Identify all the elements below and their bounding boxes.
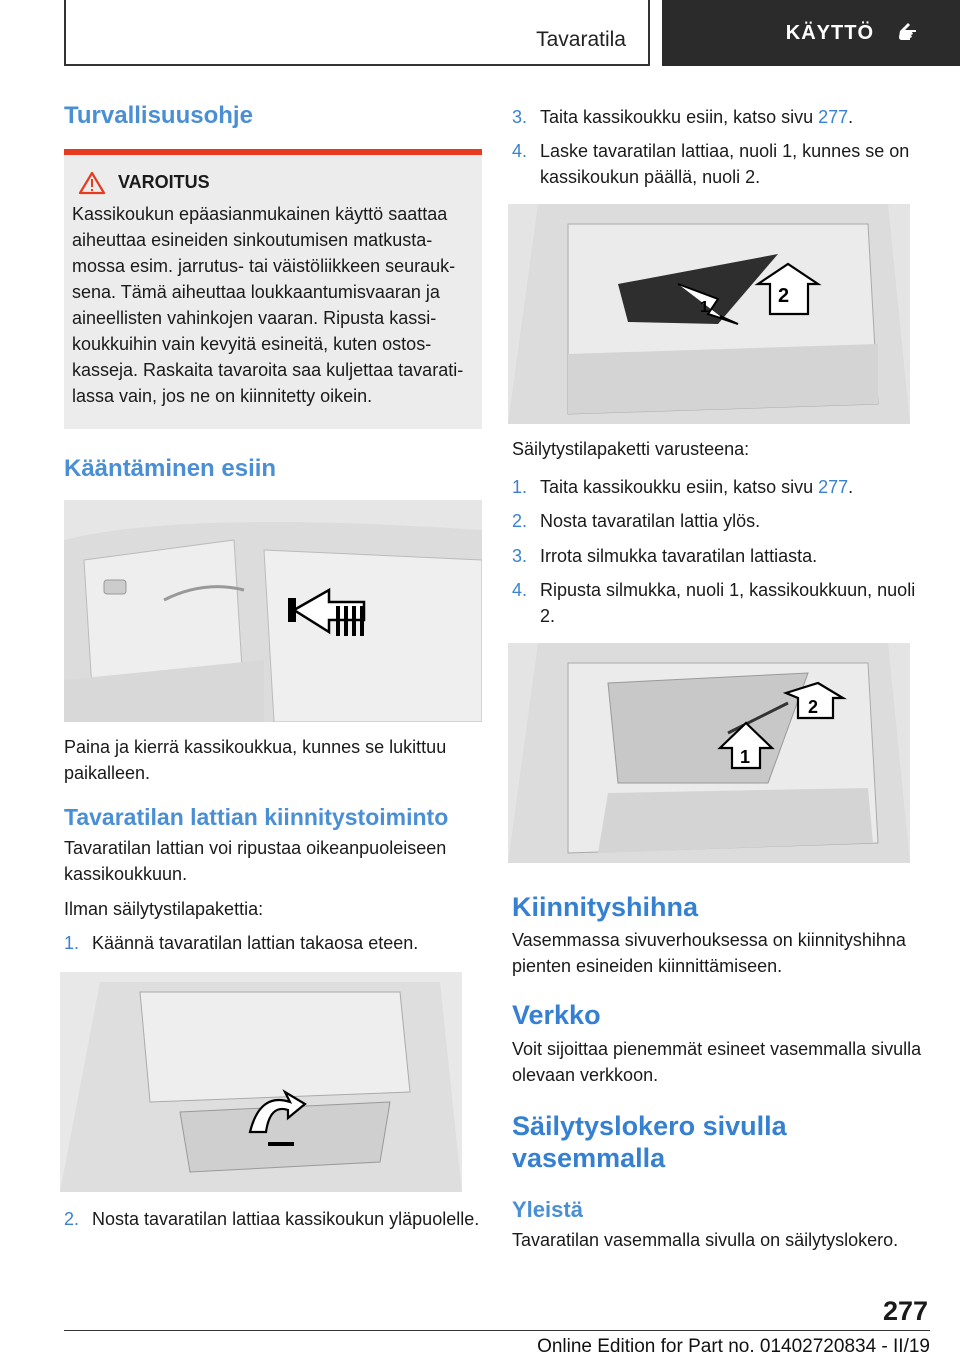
strap-text: Vasemmassa sivuverhouksessa on kiinnityshihna pienten esineiden kiinnittämiseen. (512, 930, 906, 977)
step-number: 2. (64, 1208, 80, 1229)
general-text: Tavaratilan vasemmalla sivulla on säilytyslokero. (512, 1229, 899, 1250)
figure-loop-hook (508, 643, 910, 863)
left-column (64, 100, 482, 1240)
fold-title: Kääntäminen esiin (64, 454, 277, 482)
step-text-end: . (848, 477, 854, 498)
general-title: Yleistä (512, 1196, 583, 1222)
floor-fold-illustration (60, 972, 462, 1192)
left-steps-list (64, 930, 482, 956)
step-number: 3. (512, 107, 528, 127)
right-steps-list-a (512, 104, 932, 190)
list-item (512, 474, 932, 500)
floor-text: Tavaratilan lattian voi ripustaa oikeanpuoleiseen kassikoukkuun. (64, 838, 447, 885)
storage-title: Säilytyslokero sivulla vasemmalla (512, 1111, 787, 1174)
figure-floor-lower (508, 204, 910, 424)
net-title: Verkko (512, 1000, 601, 1031)
warning-label: VAROITUS (118, 172, 210, 193)
step-number: 2. (512, 511, 528, 532)
figure-label-1: 1 (700, 299, 709, 317)
step-text: Käännä tavaratilan lattian takaosa eteen. (92, 932, 419, 953)
footer-divider (64, 1330, 930, 1331)
step-text: Taita kassikoukku esiin, katso sivu (540, 477, 819, 498)
step-text: Taita kassikoukku esiin, katso sivu (540, 107, 819, 127)
header-chapter-box (662, 0, 960, 66)
floor-title: Tavaratilan lattian kiinnitystoiminto (64, 803, 449, 830)
step-number: 4. (512, 141, 528, 162)
list-item (512, 508, 932, 534)
warning-box (64, 149, 482, 429)
step-text-end: . (848, 107, 854, 127)
net-text: Voit sijoittaa pienemmät esineet vasemmalla sivulla olevaan verkkoon. (512, 1038, 922, 1085)
figure-label-1: 1 (740, 746, 751, 767)
header-chapter-title: KÄYTTÖ (785, 21, 874, 44)
header-section-title: Tavaratila (536, 28, 626, 51)
right-steps-list-b (512, 474, 932, 628)
list-item (512, 138, 932, 190)
footer-edition: Online Edition for Part no. 01402720834 - II/19 (537, 1336, 930, 1357)
list-item (64, 1206, 482, 1232)
step-text: Nosta tavaratilan lattiaa kassikoukun yläpuolelle. (92, 1208, 480, 1229)
figure-label-2: 2 (808, 696, 819, 717)
without-package-text: Ilman säilytystilapakettia: (64, 898, 264, 919)
warning-text: Kassikoukun epäasianmukainen käyttö saattaa aiheuttaa esineiden sinkoutumisen matkustamossa esim. jarrutus- tai väistöliikkeen seurauksena. Tämä aiheuttaa loukkaantumisvaaran ja aineellisten vahinkojen vaaran. Ripusta kassikoukkuihin vain kevyitä esineitä, kuten ostoskasseja. Raskaita tavaroita saa kuljettaa tavaratilassa vain, jos ne on kiinnitetty oikein. (72, 203, 464, 407)
step-text: Ripusta silmukka, nuoli 1, kassikoukkuun, nuoli 2. (540, 579, 916, 626)
fold-text: Paina ja kierrä kassikoukkua, kunnes se lukittuu paikalleen. (64, 736, 447, 783)
list-item (512, 543, 932, 569)
step-number: 4. (512, 579, 528, 600)
left-steps-list-2 (64, 1206, 482, 1232)
safety-title: Turvallisuusohje (64, 102, 253, 129)
step-number: 1. (64, 932, 80, 953)
hook-fold-illustration (64, 500, 482, 722)
page-number: 277 (882, 1296, 928, 1326)
step-text: Nosta tavaratilan lattia ylös. (540, 511, 761, 532)
figure-label-2: 2 (778, 285, 790, 308)
page-link[interactable]: 277 (818, 107, 849, 127)
loop-hook-illustration (508, 643, 910, 863)
floor-lower-illustration (508, 204, 910, 424)
step-text: Irrota silmukka tavaratilan lattiasta. (540, 545, 818, 566)
strap-title: Kiinnityshihna (512, 891, 699, 922)
with-package-text: Säilytystilapaketti varusteena: (512, 439, 750, 460)
header-section-box (64, 0, 650, 66)
warning-triangle-icon (78, 171, 106, 195)
list-item (64, 930, 482, 956)
page-link[interactable]: 277 (818, 477, 849, 498)
figure-hook-fold (64, 500, 482, 722)
step-text: Laske tavaratilan lattiaa, nuoli 1, kunnes se on kassikoukun päällä, nuoli 2. (540, 141, 910, 188)
step-number: 3. (512, 545, 528, 566)
step-number: 1. (512, 477, 528, 498)
warning-header (78, 171, 474, 195)
list-item (512, 577, 932, 629)
list-item (512, 104, 932, 130)
figure-floor-fold (60, 972, 462, 1192)
pointing-hand-icon (894, 19, 922, 47)
right-column (512, 104, 932, 1253)
